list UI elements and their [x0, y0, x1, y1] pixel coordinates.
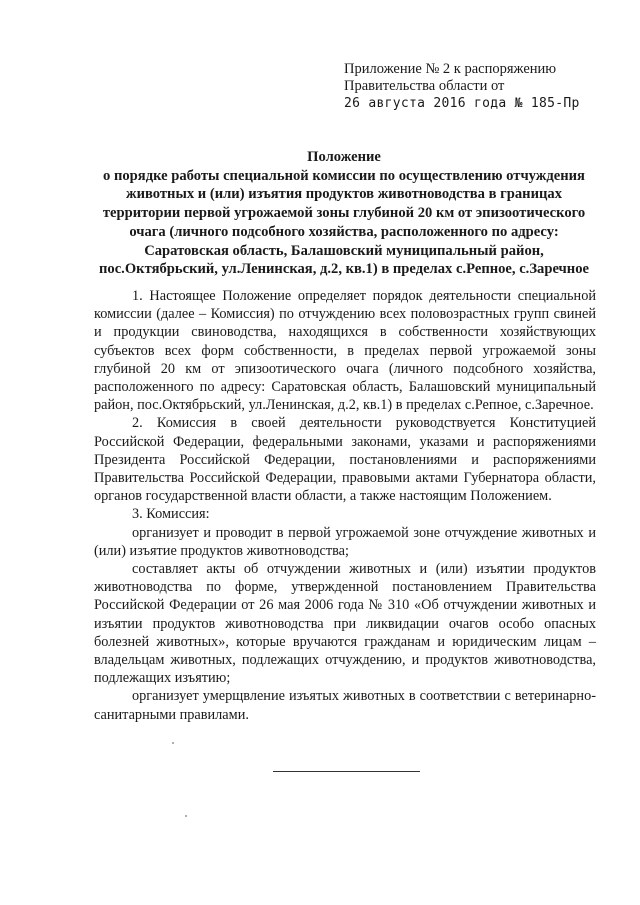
end-divider [273, 771, 420, 772]
title-line: животных и (или) изъятия продуктов животноводства в границах [126, 186, 562, 203]
title-line: Саратовская область, Балашовский муниципальный район, [144, 242, 544, 259]
approval-line-3: 26 августа 2016 года № 185-Пр [344, 96, 580, 111]
title-heading: Положение [307, 149, 381, 165]
title-line: о порядке работы специальной комиссии по осуществлению отчуждения [103, 167, 585, 184]
paragraph-3-item-1: организует и проводит в первой угрожаемой зоне отчуждение животных и (или) изъятие продуктов животноводства; [94, 524, 596, 559]
approval-stamp [344, 61, 580, 112]
paragraph-3: 3. Комиссия: [132, 506, 210, 523]
paragraph-1: 1. Настоящее Положение определяет порядок деятельности специальной комиссии (далее – Комиссия) по отчуждению всех половозрастных групп свиней и продукции свиноводства, находящихся в собственности хозяйствующих субъектов всех форм собственности, в пределах первой угрожаемой зоны глубиной 20 км от эпизоотического очага (личного подсобного хозяйства, расположенного по адресу: Саратовская область, Балашовский муниципальный район, пос.Октябрьский, ул.Ленинская, д.2, кв.1) в пределах с.Репное, с.Заречное. [94, 288, 596, 414]
approval-line-1: Приложение № 2 к распоряжению [344, 61, 557, 77]
title-line: очага (личного подсобного хозяйства, расположенного по адресу: [129, 223, 559, 240]
document-body [94, 287, 596, 724]
document-title [80, 148, 608, 279]
scan-speck [172, 742, 174, 744]
title-line: территории первой угрожаемой зоны глубиной 20 км от эпизоотического [102, 205, 586, 222]
scan-speck [185, 815, 187, 817]
approval-line-2: Правительства области от [344, 78, 505, 94]
paragraph-2: 2. Комиссия в своей деятельности руководствуется Конституцией Российской Федерации, федеральными законами, указами и распоряжениями Президента Российской Федерации, постановлениями и распоряжениями Правительства Российской Федерации, правовыми актами Губернатора области, органов государственной власти области, а также настоящим Положением. [94, 415, 596, 505]
title-line: пос.Октябрьский, ул.Ленинская, д.2, кв.1) в пределах с.Репное, с.Заречное [99, 261, 589, 278]
paragraph-3-item-2: составляет акты об отчуждении животных и (или) изъятии продуктов животноводства по форме, утвержденной постановлением Правительства Российской Федерации от 26 мая 2006 года № 310 «Об отчуждении животных и изъятии продуктов животноводства при ликвидации очагов особо опасных болезней животных», которые вручаются гражданам и юридическим лицам – владельцам животных, подлежащих отчуждению, и продуктов животноводства, подлежащих изъятию; [94, 561, 596, 687]
paragraph-3-item-3: организует умерщвление изъятых животных в соответствии с ветеринарно-санитарными правилами. [94, 688, 596, 723]
